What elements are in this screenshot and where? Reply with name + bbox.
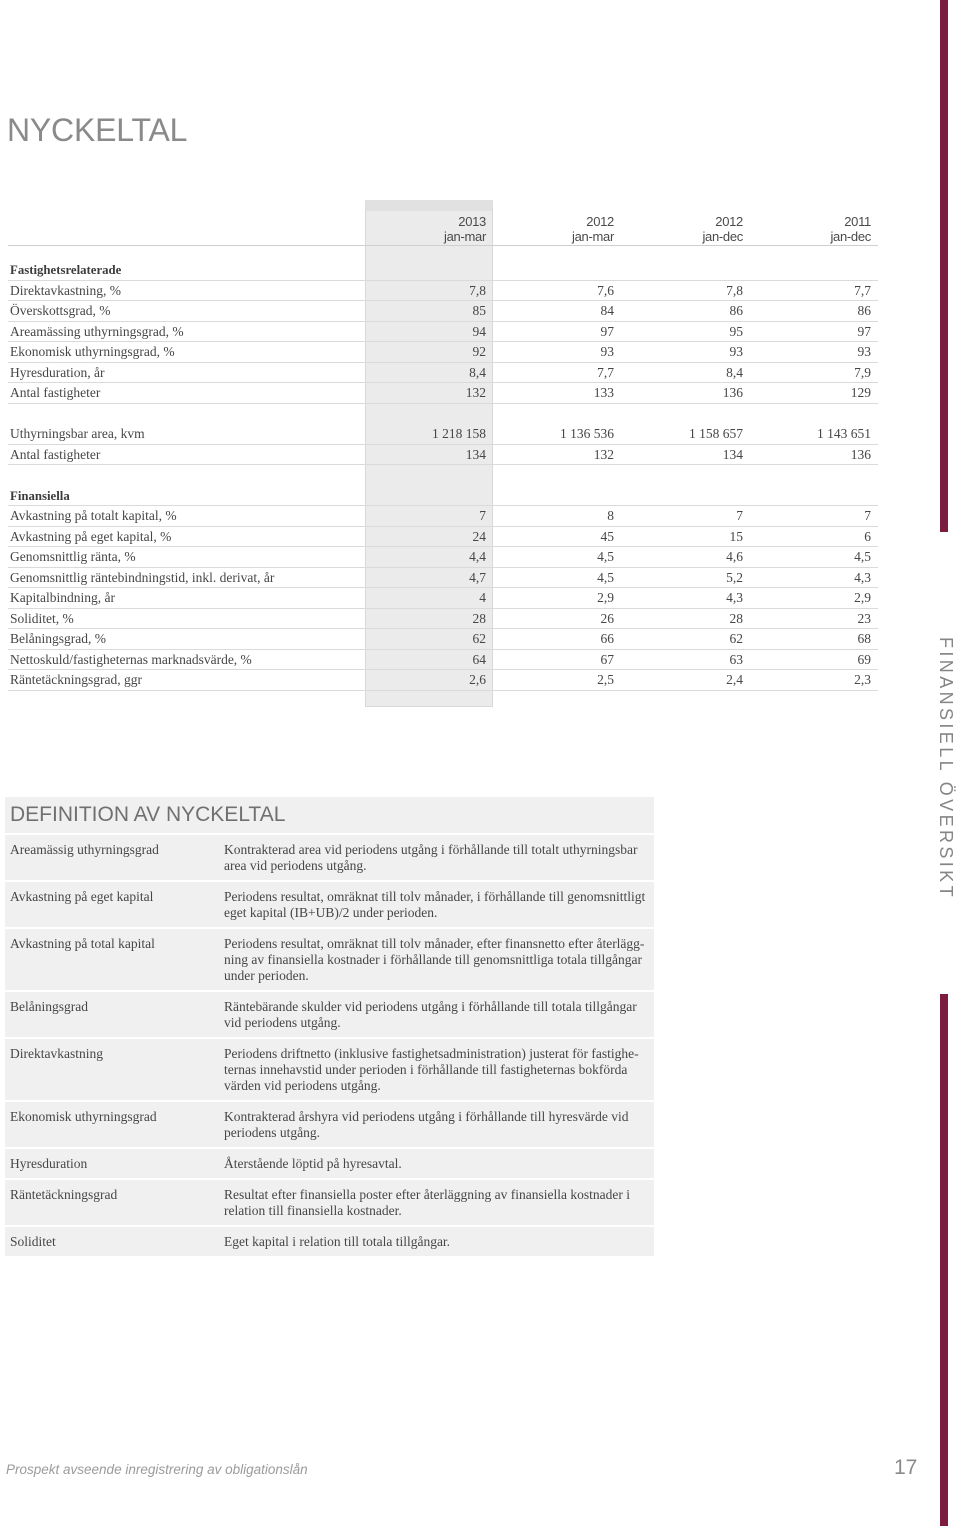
page-number: 17 [894,1456,918,1479]
value-2013-jan-mar: 132 [465,385,486,400]
value-2012-jan-dec: 7,8 [726,282,743,298]
column-year: 2012 [586,214,614,229]
definition-text [224,842,654,874]
value-2013-jan-mar: 85 [472,303,486,318]
value-2011-jan-dec: 129 [850,385,871,400]
value-2013-jan-mar: 24 [472,528,486,544]
value-2011-jan-dec: 86 [857,303,871,318]
table-header [8,200,878,246]
value-2012-jan-mar: 8 [607,508,614,523]
definition-line: periodens utgång. [224,1124,320,1140]
value-2012-jan-mar: 1 136 536 [560,426,614,441]
definition-term: Avkastning på total kapital [10,935,155,951]
definition-text [224,999,654,1031]
value-2012-jan-mar: 45 [600,528,614,544]
value-2012-jan-dec: 8,4 [726,364,743,380]
value-2012-jan-dec: 136 [722,385,743,400]
key-ratios-table [8,200,878,691]
value-2012-jan-mar: 132 [593,446,614,462]
side-section-label: FINANSIELL ÖVERSIKT [936,637,956,900]
definition-line: relation till finansiella kostnader. [224,1202,402,1218]
definition-line: Kontrakterad area vid periodens utgång i förhållande till totalt uthyrningsbar [224,841,638,857]
definition-item [5,1149,654,1178]
row-label: Ekonomisk uthyrningsgrad, % [10,344,175,359]
definition-line: Kontrakterad årshyra vid periodens utgång i förhållande till hyresvärde vid [224,1108,629,1124]
value-2012-jan-dec: 63 [729,651,743,667]
group-area [8,424,878,465]
column-period: jan-dec [830,229,871,244]
column-year: 2011 [844,214,871,229]
definition-item [5,929,654,990]
accent-bar-top [940,0,948,532]
value-2013-jan-mar: 28 [472,610,486,626]
table-row [8,527,878,548]
table-row [8,650,878,671]
value-2012-jan-dec: 4,6 [726,549,743,564]
definition-item [5,992,654,1037]
row-label: Uthyrningsbar area, kvm [10,426,145,441]
value-2012-jan-dec: 2,4 [726,672,743,687]
row-label: Soliditet, % [10,610,74,626]
value-2011-jan-dec: 23 [857,610,871,626]
value-2011-jan-dec: 97 [857,323,871,339]
value-2013-jan-mar: 7,8 [469,282,486,298]
group-finansiella [8,486,878,691]
table-row [8,629,878,650]
definition-term: Soliditet [10,1233,56,1249]
value-2012-jan-mar: 2,9 [597,590,614,605]
value-2011-jan-dec: 7,9 [854,364,871,380]
definition-text [224,889,654,921]
value-2012-jan-mar: 2,5 [597,672,614,687]
value-2012-jan-dec: 15 [729,528,743,544]
definition-text [224,1046,654,1094]
value-2013-jan-mar: 62 [472,631,486,646]
row-label: Räntetäckningsgrad, ggr [10,672,142,687]
value-2011-jan-dec: 2,3 [854,672,871,687]
value-2011-jan-dec: 68 [857,631,871,646]
value-2012-jan-dec: 86 [729,303,743,318]
column-period: jan-dec [702,229,743,244]
definition-line: Periodens driftnetto (inklusive fastighetsadministration) justerat för fastighe- [224,1045,639,1061]
value-2012-jan-mar: 133 [593,385,614,400]
value-2012-jan-mar: 97 [600,323,614,339]
table-row [8,281,878,302]
value-2013-jan-mar: 64 [472,651,486,667]
table-row [8,322,878,343]
row-label: Areamässing uthyrningsgrad, % [10,323,184,339]
value-2013-jan-mar: 8,4 [469,364,486,380]
row-label: Nettoskuld/fastigheternas marknadsvärde, % [10,651,252,667]
table-row [8,588,878,609]
table-row [8,609,878,630]
value-2012-jan-dec: 134 [722,446,743,462]
value-2012-jan-dec: 5,2 [726,569,743,585]
column-header-2011-jan-dec [751,214,871,244]
column-period: jan-mar [444,229,486,244]
value-2012-jan-mar: 26 [600,610,614,626]
row-label: Belåningsgrad, % [10,631,106,646]
definition-line: Periodens resultat, omräknat till tolv månader, i förhållande till genomsnittligt [224,888,646,904]
value-2011-jan-dec: 69 [857,651,871,667]
value-2011-jan-dec: 1 143 651 [817,426,871,441]
value-2012-jan-dec: 95 [729,323,743,339]
row-label: Avkastning på eget kapital, % [10,528,172,544]
value-2012-jan-mar: 67 [600,651,614,667]
definition-text [224,1187,654,1219]
definition-line: vid periodens utgång. [224,1014,341,1030]
value-2013-jan-mar: 4 [479,590,486,605]
definition-item [5,1039,654,1100]
column-year: 2012 [715,214,743,229]
value-2012-jan-mar: 7,7 [597,364,614,380]
value-2013-jan-mar: 1 218 158 [432,426,486,441]
definition-line: värden vid periodens utgång. [224,1077,381,1093]
definition-line: Återstående löptid på hyresavtal. [224,1155,402,1171]
definition-item [5,1102,654,1147]
value-2011-jan-dec: 4,5 [854,549,871,564]
row-label: Direktavkastning, % [10,282,121,298]
value-2012-jan-mar: 84 [600,303,614,318]
row-label: Genomsnittlig räntebindningstid, inkl. derivat, år [10,569,275,585]
column-period: jan-mar [572,229,614,244]
value-2011-jan-dec: 6 [864,528,871,544]
accent-bar-bottom [940,994,948,1526]
definition-term: Areamässig uthyrningsgrad [10,841,159,857]
table-row [8,506,878,527]
definition-text [224,1234,654,1250]
value-2012-jan-mar: 7,6 [597,282,614,298]
value-2013-jan-mar: 7 [479,508,486,523]
row-label: Avkastning på totalt kapital, % [10,508,177,523]
definition-term: Avkastning på eget kapital [10,888,154,904]
group-heading: Finansiella [10,488,70,503]
definition-line: Eget kapital i relation till totala tillgångar. [224,1233,451,1249]
definition-line: Resultat efter finansiella poster efter återläggning av finansiella kostnader i [224,1186,630,1202]
value-2012-jan-dec: 28 [729,610,743,626]
value-2013-jan-mar: 2,6 [469,672,486,687]
group-fastighetsrelaterade [8,260,878,404]
value-2012-jan-mar: 4,5 [597,569,614,585]
definition-item [5,1227,654,1256]
value-2011-jan-dec: 2,9 [854,590,871,605]
definition-term: Direktavkastning [10,1045,103,1061]
definition-item [5,835,654,880]
table-row [8,301,878,322]
value-2011-jan-dec: 4,3 [854,569,871,585]
table-row [8,342,878,363]
definition-text [224,936,654,984]
group-heading-row [8,486,878,507]
definition-term: Hyresduration [10,1155,88,1171]
page-title: NYCKELTAL [7,112,188,148]
value-2013-jan-mar: 94 [472,323,486,339]
definition-item [5,1180,654,1225]
table-row [8,568,878,589]
row-label: Genomsnittlig ränta, % [10,549,136,564]
value-2012-jan-mar: 93 [600,344,614,359]
value-2011-jan-dec: 7,7 [854,282,871,298]
row-label: Hyresduration, år [10,364,105,380]
column-year: 2013 [458,214,486,229]
value-2011-jan-dec: 136 [850,446,871,462]
table-row [8,547,878,568]
definition-text [224,1109,654,1141]
value-2011-jan-dec: 7 [864,508,871,523]
value-2012-jan-dec: 4,3 [726,590,743,605]
value-2012-jan-mar: 4,5 [597,549,614,564]
row-label: Antal fastigheter [10,385,101,400]
table-row [8,383,878,404]
table-row [8,363,878,384]
definition-line: area vid periodens utgång. [224,857,367,873]
definition-line: under perioden. [224,967,309,983]
definition-term: Belåningsgrad [10,998,88,1014]
value-2013-jan-mar: 92 [472,344,486,359]
value-2011-jan-dec: 93 [857,344,871,359]
column-header-2012-jan-mar [494,214,614,244]
definition-line: eget kapital (IB+UB)/2 under perioden. [224,904,438,920]
table-row [8,670,878,691]
row-label: Kapitalbindning, år [10,590,115,605]
value-2013-jan-mar: 4,7 [469,569,486,585]
row-label: Överskottsgrad, % [10,303,111,318]
definition-line: Räntebärande skulder vid periodens utgång i förhållande till totala tillgångar [224,998,637,1014]
value-2012-jan-dec: 1 158 657 [689,426,743,441]
definition-term: Ekonomisk uthyrningsgrad [10,1108,157,1124]
value-2013-jan-mar: 4,4 [469,549,486,564]
table-row [8,424,878,445]
value-2012-jan-dec: 62 [729,631,743,646]
definition-line: Periodens resultat, omräknat till tolv månader, efter finansnetto efter återlägg- [224,935,645,951]
footer-text: Prospekt avseende inregistrering av obligationslån [6,1462,308,1477]
definition-item [5,882,654,927]
definition-line: ning av finansiella kostnader i förhållande till genomsnittliga totala tillgångar [224,951,643,967]
column-header-2013-jan-mar [366,214,486,244]
value-2012-jan-dec: 7 [736,508,743,523]
table-row [8,445,878,466]
group-heading: Fastighetsrelaterade [10,263,122,277]
value-2012-jan-dec: 93 [729,344,743,359]
column-header-2012-jan-dec [623,214,743,244]
definition-line: ternas innehavstid under perioden i förhållande till fastigheternas bokförda [224,1061,628,1077]
definitions-section [5,797,654,1256]
row-label: Antal fastigheter [10,446,101,462]
group-heading-row [8,260,878,281]
value-2013-jan-mar: 134 [465,446,486,462]
value-2012-jan-mar: 66 [600,631,614,646]
definitions-heading: DEFINITION AV NYCKELTAL [5,797,654,833]
definition-term: Räntetäckningsgrad [10,1186,118,1202]
definition-text [224,1156,654,1172]
